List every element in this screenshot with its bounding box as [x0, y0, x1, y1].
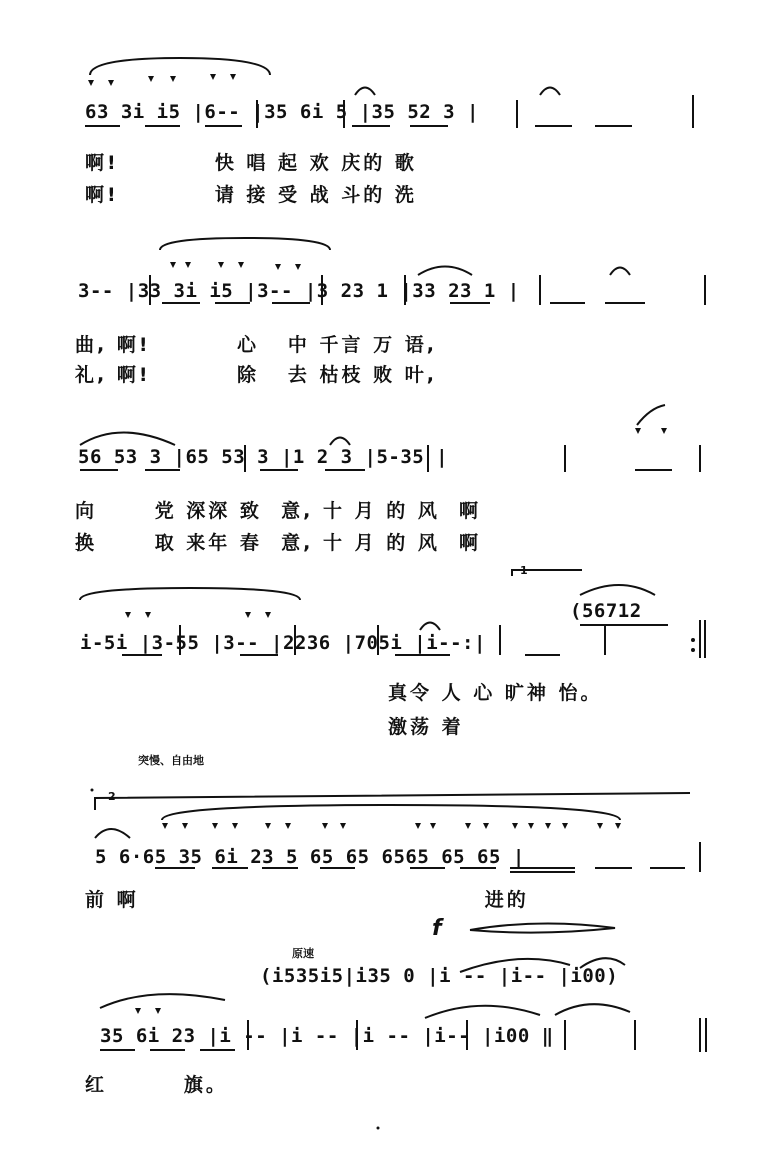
lyrics-row-5: 前 啊 进的	[85, 889, 529, 911]
lyrics-row-4-verse-1: 真令 人 心 旷神 怡。	[388, 682, 603, 704]
instrumental-notes-row-4: (56712	[570, 600, 642, 622]
measure-row-4-notes: i-5i |3-55 |3-- |2236 |705i |i--:|	[80, 632, 486, 654]
dynamic-forte-marking: f	[432, 916, 442, 941]
volta-1-label: 1	[520, 564, 528, 577]
lyrics-row-4-verse-2: 激荡 着	[388, 716, 464, 738]
lyrics-row-1-verse-2: 啊! 请 接 受 战 斗的 洗	[85, 184, 417, 206]
tempo-marking-original: 原速	[292, 947, 314, 960]
measure-row-6-notes: 35 6i 23 |i -- |i -- |i -- |i-- |i00 ‖	[100, 1025, 554, 1047]
measure-row-5-notes: 5 6·65 35 6i 23 5 65 65 6565 65 65 |	[95, 846, 525, 868]
instrumental-notes-row-6: (i535i5|i35 0 |i -- |i-- |i00)	[260, 965, 619, 987]
measure-row-1-notes: 63 3i i5 |6-- |35 6i 5 |35 52 3 |	[85, 101, 479, 123]
lyrics-row-3-verse-1: 向 党 深深 致 意, 十 月 的 风 啊	[75, 500, 482, 522]
lyrics-row-3-verse-2: 换 取 来年 春 意, 十 月 的 风 啊	[75, 532, 482, 554]
lyrics-row-1-verse-1: 啊! 快 唱 起 欢 庆的 歌	[85, 152, 417, 174]
lyrics-row-2-verse-1: 曲, 啊! 心 中 千言 万 语,	[75, 334, 437, 356]
lyrics-row-2-verse-2: 礼, 啊! 除 去 枯枝 败 叶,	[75, 364, 437, 386]
measure-row-2-notes: 3-- |33 3i i5 |3-- |3 23 1 |33 23 1 |	[78, 280, 520, 302]
measure-row-3-notes: 56 53 3 |65 53 3 |1 2 3 |5-35 |	[78, 446, 449, 468]
volta-2-label: 2	[108, 790, 116, 803]
lyrics-row-6: 红 旗。	[85, 1074, 228, 1096]
tempo-marking-free: 突慢、自由地	[138, 754, 204, 767]
